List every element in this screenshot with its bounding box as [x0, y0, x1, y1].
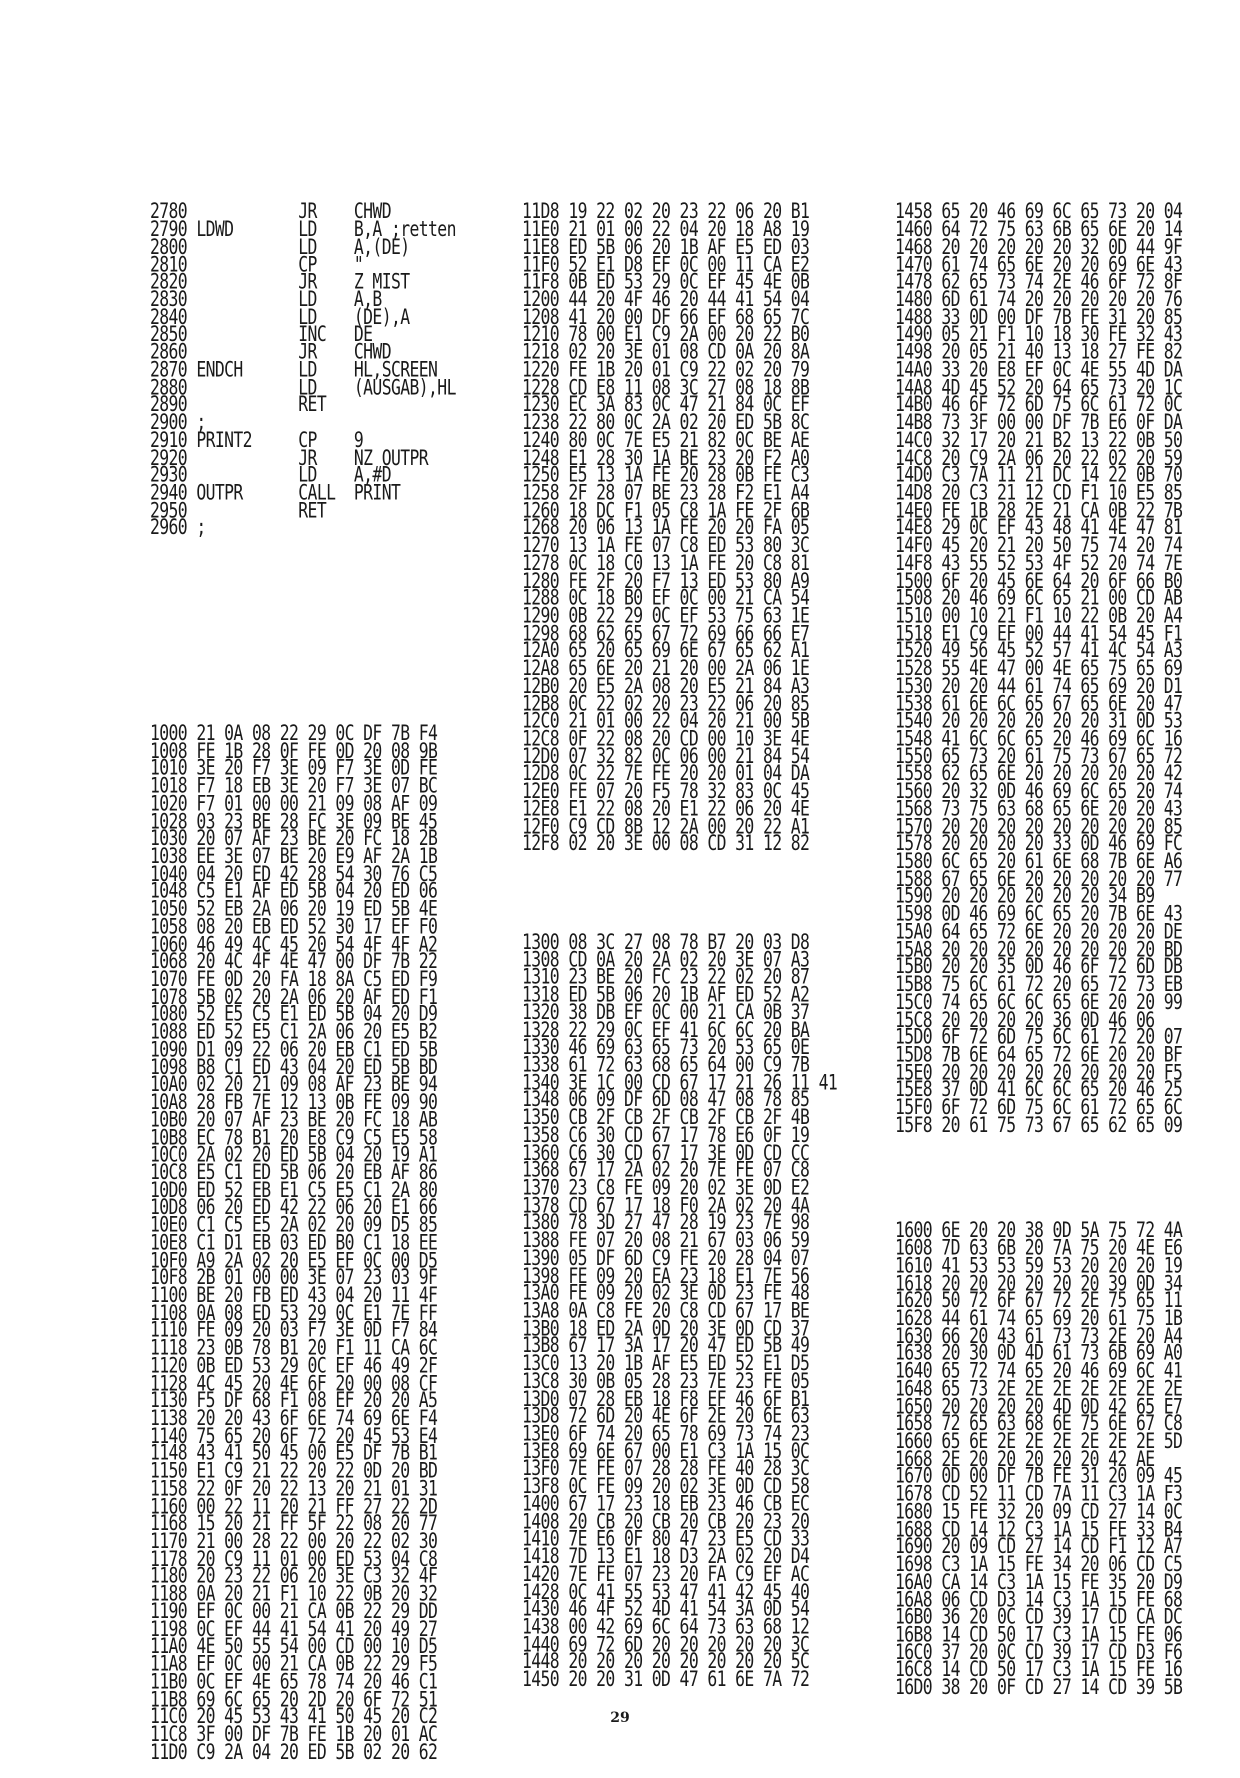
hex-line: 16B8 14 CD 50 17 C3 1A 15 FE 06: [895, 1622, 1183, 1647]
hex-line: 1290 0B 22 29 0C EF 53 75 63 1E: [522, 603, 810, 628]
hex-line: 10C8 E5 C1 ED 5B 06 20 EB AF 86: [150, 1159, 438, 1185]
hex-line: 14B8 73 3F 00 00 DF 7B E6 0F DA: [895, 410, 1183, 435]
hex-line: 1520 49 56 45 52 57 41 4C 54 A3: [895, 638, 1183, 663]
hex-line: 1660 65 6E 2E 2E 2E 2E 2E 2E 5D: [895, 1428, 1183, 1454]
hex-line: 15B0 20 20 35 0D 46 6F 72 6D DB: [895, 954, 1183, 979]
hex-line: 1648 65 73 2E 2E 2E 2E 2E 2E 2E: [895, 1376, 1183, 1401]
hex-line: 1140 75 65 20 6F 72 20 45 53 E4: [150, 1423, 438, 1448]
hex-line: 14A0 33 20 E8 EF 0C 4E 55 4D DA: [895, 357, 1183, 382]
hex-line: 1348 06 09 DF 6D 08 47 08 78 85: [522, 1087, 810, 1112]
hex-line: 1048 C5 E1 AF ED 5B 04 20 ED 06: [150, 878, 438, 904]
hex-line: 1298 68 62 65 67 72 69 66 66 E7: [522, 620, 810, 646]
hex-line: 1238 22 80 0C 2A 02 20 ED 5B 8C: [522, 410, 810, 435]
hex-line: 1478 62 65 73 74 2E 46 6F 72 8F: [895, 269, 1183, 294]
hex-line: 13E8 69 6E 67 00 E1 C3 1A 15 0C: [522, 1438, 810, 1464]
hex-line: 1258 2F 28 07 BE 23 28 F2 E1 A4: [522, 480, 810, 505]
hex-line: 1350 CB 2F CB 2F CB 2F CB 2F 4B: [522, 1105, 810, 1130]
hex-line: 12E8 E1 22 08 20 E1 22 06 20 4E: [522, 796, 810, 821]
hex-line: 15C8 20 20 20 20 36 0D 46 06: [895, 1007, 1155, 1032]
hex-line: 1590 20 20 20 20 20 20 34 B9: [895, 884, 1155, 909]
asm-line: 2890 RET: [150, 392, 327, 417]
hex-line: 12D8 0C 22 7E FE 20 20 01 04 DA: [522, 761, 810, 786]
hex-line: 1338 61 72 63 68 65 64 00 C9 7B: [522, 1052, 810, 1077]
asm-line: 2790 LDWD LD B,A ;retten: [150, 216, 456, 242]
hex-line: 1228 CD E8 11 08 3C 27 08 18 8B: [522, 374, 810, 400]
hex-line: 1098 B8 C1 ED 43 04 20 ED 5B BD: [150, 1054, 438, 1079]
page-number: 29: [610, 1710, 630, 1726]
hex-line: 1558 62 65 6E 20 20 20 20 20 42: [895, 761, 1183, 786]
hex-line: 1518 E1 C9 EF 00 44 41 54 45 F1: [895, 620, 1183, 646]
hex-line: 1278 0C 18 C0 13 1A FE 20 C8 81: [522, 550, 810, 575]
hex-line: 1030 20 07 AF 23 BE 20 FC 18 2B: [150, 826, 438, 851]
hex-line: 1168 15 20 21 FF 5F 22 08 20 77: [150, 1511, 438, 1536]
hex-line: 15F0 6F 72 6D 75 6C 61 72 65 6C: [895, 1094, 1183, 1120]
hex-line: 1240 80 0C 7E E5 21 82 0C BE AE: [522, 427, 810, 452]
hex-line: 12C0 21 01 00 22 04 20 21 00 5B: [522, 708, 810, 733]
hex-dump-block-1458-15F8: [895, 199, 1183, 1137]
asm-line: 2780 JR CHWD: [150, 199, 391, 224]
hex-line: 1548 41 6C 6C 65 20 46 69 6C 16: [895, 726, 1183, 751]
hex-line: 14D8 20 C3 21 12 CD F1 10 E5 85: [895, 480, 1183, 505]
hex-line: 1318 ED 5B 06 20 1B AF ED 52 A2: [522, 982, 810, 1007]
asm-line: 2860 JR CHWD: [150, 339, 391, 365]
hex-line: 10B8 EC 78 B1 20 E8 C9 C5 E5 58: [150, 1124, 438, 1150]
hex-line: 16D0 38 20 0F CD 27 14 CD 39 5B: [895, 1674, 1183, 1699]
hex-line: 1508 20 46 69 6C 65 21 00 CD AB: [895, 585, 1183, 610]
hex-line: 10F0 A9 2A 02 20 E5 EF 0C 00 D5: [150, 1247, 438, 1273]
hex-line: 1310 23 BE 20 FC 23 22 02 20 87: [522, 964, 810, 989]
hex-line: 1000 21 0A 08 22 29 0C DF 7B F4: [150, 720, 438, 746]
hex-dump-block-11D8-12F8: [522, 199, 837, 856]
hex-line: 1158 22 0F 20 22 13 20 21 01 31: [150, 1476, 438, 1501]
hex-line: 13B0 18 ED 2A 0D 20 3E 0D CD 37: [522, 1315, 810, 1341]
asm-line: 2810 CP ": [150, 251, 364, 277]
hex-line: 11B8 69 6C 65 20 2D 20 6F 72 51: [150, 1686, 438, 1712]
hex-line: 1340 3E 1C 00 CD 67 17 21 26 11 41: [522, 1069, 838, 1095]
hex-line: 11F0 52 E1 D8 EF 0C 00 11 CA E2: [522, 251, 810, 277]
hex-dump-block-1600-16D0: [895, 1218, 1183, 1699]
hex-line: 1458 65 20 46 69 6C 65 73 20 04: [895, 199, 1183, 224]
hex-line: 1288 0C 18 B0 EF 0C 00 21 CA 54: [522, 585, 810, 610]
hex-line: 1610 41 53 53 59 53 20 20 20 19: [895, 1253, 1183, 1278]
hex-line: 12F8 02 20 3E 00 08 CD 31 12 82: [522, 831, 810, 856]
hex-line: 15E8 37 0D 41 6C 6C 65 20 46 25: [895, 1077, 1183, 1102]
hex-line: 1448 20 20 20 20 20 20 20 20 5C: [522, 1649, 810, 1674]
hex-line: 10A0 02 20 21 09 08 AF 23 BE 94: [150, 1072, 438, 1097]
hex-line: 1450 20 20 31 0D 47 61 6E 7A 72: [522, 1667, 810, 1692]
hex-line: 1550 65 73 20 61 75 73 67 65 72: [895, 743, 1183, 768]
hex-line: 1658 72 65 63 68 6E 75 6E 67 C8: [895, 1411, 1183, 1436]
hex-line: 1408 20 CB 20 CB 20 CB 20 23 20: [522, 1508, 810, 1534]
hex-line: 1040 04 20 ED 42 28 54 30 76 C5: [150, 861, 438, 886]
hex-line: 1018 F7 18 EB 3E 20 F7 3E 07 BC: [150, 773, 438, 798]
asm-line: 2840 LD (DE),A: [150, 304, 410, 329]
hex-line: 11E0 21 01 00 22 04 20 18 A8 19: [522, 216, 810, 242]
hex-line: 1280 FE 2F 20 F7 13 ED 53 80 A9: [522, 568, 810, 593]
hex-line: 15D0 6F 72 6D 75 6C 61 72 20 07: [895, 1024, 1183, 1049]
hex-line: 1570 20 20 20 20 20 20 20 20 85: [895, 813, 1183, 839]
asm-line: 2850 INC DE: [150, 322, 373, 347]
hex-line: 1618 20 20 20 20 20 20 39 0D 34: [895, 1270, 1183, 1296]
hex-line: 11B0 0C EF 4E 65 78 74 20 46 C1: [150, 1669, 438, 1694]
hex-line: 1268 20 06 13 1A FE 20 20 FA 05: [522, 515, 810, 540]
hex-line: 13A8 0A C8 FE 20 C8 CD 67 17 BE: [522, 1298, 810, 1323]
hex-line: 1528 55 4E 47 00 4E 65 75 65 69: [895, 655, 1183, 681]
hex-line: 1440 69 72 6D 20 20 20 20 20 3C: [522, 1631, 810, 1657]
hex-line: 15C0 74 65 6C 6C 65 6E 20 20 99: [895, 989, 1183, 1014]
hex-line: 1400 67 17 23 18 EB 23 46 CB EC: [522, 1491, 810, 1516]
hex-line: 1398 FE 09 20 EA 23 18 E1 7E 56: [522, 1263, 810, 1288]
hex-line: 13D8 72 6D 20 4E 6F 2E 20 6E 63: [522, 1403, 810, 1428]
hex-line: 13A0 FE 09 20 02 3E 0D 23 FE 48: [522, 1280, 810, 1305]
hex-line: 1640 65 72 74 65 20 46 69 6C 41: [895, 1358, 1183, 1383]
asm-line: 2940 OUTPR CALL PRINT: [150, 480, 401, 505]
hex-line: 1498 20 05 21 40 13 18 27 FE 82: [895, 339, 1183, 365]
hex-line: 1188 0A 20 21 F1 10 22 0B 20 32: [150, 1581, 438, 1606]
hex-line: 1530 20 20 44 61 74 65 69 20 D1: [895, 673, 1183, 698]
hex-line: 1150 E1 C9 21 22 20 22 0D 20 BD: [150, 1458, 438, 1483]
hex-line: 16B0 36 20 0C CD 39 17 CD CA DC: [895, 1604, 1183, 1629]
hex-line: 1070 FE 0D 20 FA 18 8A C5 ED F9: [150, 966, 438, 992]
hex-line: 10E0 C1 C5 E5 2A 02 20 09 D5 85: [150, 1212, 438, 1237]
hex-line: 1438 00 42 69 6C 64 73 63 68 12: [522, 1614, 810, 1639]
hex-line: 12E0 FE 07 20 F5 78 32 83 0C 45: [522, 778, 810, 804]
hex-line: 15F8 20 61 75 73 67 65 62 65 09: [895, 1112, 1183, 1137]
right-column: [895, 168, 1182, 1714]
hex-line: 1428 0C 41 55 53 47 41 42 45 40: [522, 1579, 810, 1604]
hex-line: 1680 15 FE 32 20 09 CD 27 14 0C: [895, 1499, 1183, 1524]
hex-line: 1200 44 20 4F 46 20 44 41 54 04: [522, 287, 810, 312]
hex-line: 1598 0D 46 69 6C 65 20 7B 6E 43: [895, 901, 1183, 926]
hex-line: 1360 C6 30 CD 67 17 3E 0D CD CC: [522, 1140, 810, 1165]
hex-line: 1118 23 0B 78 B1 20 F1 11 CA 6C: [150, 1335, 438, 1360]
hex-line: 13D0 07 28 EB 18 F8 EF 46 6F B1: [522, 1386, 810, 1411]
hex-line: 12F0 C9 CD 8B 12 2A 00 20 22 A1: [522, 813, 810, 839]
hex-line: 1330 46 69 63 65 73 20 53 65 0E: [522, 1034, 810, 1060]
hex-line: 1328 22 29 0C EF 41 6C 6C 20 BA: [522, 1017, 810, 1042]
hex-line: 1510 00 10 21 F1 10 22 0B 20 A4: [895, 603, 1183, 628]
asm-line: 2800 LD A,(DE): [150, 234, 410, 259]
hex-line: 1210 78 00 E1 C9 2A 00 20 22 B0: [522, 322, 810, 347]
hex-line: 1308 CD 0A 20 2A 02 20 3E 07 A3: [522, 947, 810, 972]
hex-line: 14E8 29 0C EF 43 48 41 4E 47 81: [895, 515, 1183, 540]
hex-dump-block-1300-1450: [522, 929, 838, 1692]
hex-line: 1010 3E 20 F7 3E 09 F7 3E 0D FE: [150, 756, 438, 781]
hex-line: 1538 61 6E 6C 65 67 65 6E 20 47: [895, 690, 1183, 716]
assembler-listing: [150, 199, 456, 540]
hex-line: 11A8 EF 0C 00 21 CA 0B 22 29 F5: [150, 1651, 438, 1676]
hex-line: 15E0 20 20 20 20 20 20 20 20 F5: [895, 1059, 1183, 1085]
hex-line: 1178 20 C9 11 01 00 ED 53 04 C8: [150, 1546, 438, 1571]
hex-line: 1198 0C EF 44 41 54 41 20 49 27: [150, 1616, 438, 1641]
hex-line: 1008 FE 1B 28 0F FE 0D 20 08 9B: [150, 738, 438, 763]
hex-line: 1540 20 20 20 20 20 20 31 0D 53: [895, 708, 1183, 733]
hex-line: 10B0 20 07 AF 23 BE 20 FC 18 AB: [150, 1107, 438, 1132]
hex-line: 10D8 06 20 ED 42 22 06 20 E1 66: [150, 1195, 438, 1220]
hex-line: 1580 6C 65 20 61 6E 68 7B 6E A6: [895, 849, 1183, 874]
hex-line: 1160 00 22 11 20 21 FF 27 22 2D: [150, 1493, 438, 1518]
hex-line: 11C8 3F 00 DF 7B FE 1B 20 01 AC: [150, 1721, 438, 1747]
hex-line: 13E0 6F 74 20 65 78 69 73 74 23: [522, 1421, 810, 1446]
hex-line: 11F8 0B ED 53 29 0C EF 45 4E 0B: [522, 269, 810, 294]
hex-line: 1130 F5 DF 68 F1 08 EF 20 20 A5: [150, 1388, 438, 1413]
hex-line: 1038 EE 3E 07 BE 20 E9 AF 2A 1B: [150, 843, 438, 869]
hex-line: 1050 52 EB 2A 06 20 19 ED 5B 4E: [150, 896, 438, 921]
hex-line: 1430 46 4F 52 4D 41 54 3A 0D 54: [522, 1596, 810, 1622]
hex-line: 1080 52 E5 C5 E1 ED 5B 04 20 D9: [150, 1001, 438, 1027]
hex-line: 12B0 20 E5 2A 08 20 E5 21 84 A3: [522, 673, 810, 698]
hex-line: 10A8 28 FB 7E 12 13 0B FE 09 90: [150, 1089, 438, 1114]
asm-line: 2960 ;: [150, 515, 206, 540]
hex-line: 1390 05 DF 6D C9 FE 20 28 04 07: [522, 1245, 810, 1270]
hex-line: 14F0 45 20 21 20 50 75 74 20 74: [895, 532, 1183, 558]
hex-line: 16A0 CA 14 C3 1A 15 FE 35 20 D9: [895, 1569, 1183, 1594]
hex-line: 1138 20 20 43 6F 6E 74 69 6E F4: [150, 1405, 438, 1431]
hex-line: 1190 EF 0C 00 21 CA 0B 22 29 DD: [150, 1598, 438, 1624]
hex-line: 1370 23 C8 FE 09 20 02 3E 0D E2: [522, 1175, 810, 1200]
hex-line: 1628 44 61 74 65 69 20 61 75 1B: [895, 1305, 1183, 1331]
hex-line: 1630 66 20 43 61 73 73 2E 20 A4: [895, 1323, 1183, 1348]
hex-line: 15D8 7B 6E 64 65 72 6E 20 20 BF: [895, 1042, 1183, 1067]
hex-line: 1460 64 72 75 63 6B 65 6E 20 14: [895, 216, 1183, 242]
asm-line: 2880 LD (AUSGAB),HL: [150, 374, 456, 400]
asm-line: 2910 PRINT2 CP 9: [150, 427, 364, 452]
hex-line: 1028 03 23 BE 28 FC 3E 09 BE 45: [150, 808, 438, 834]
hex-line: 16C8 14 CD 50 17 C3 1A 15 FE 16: [895, 1657, 1183, 1682]
hex-line: 1260 18 DC F1 05 C8 1A FE 2F 6B: [522, 497, 810, 523]
hex-line: 14F8 43 55 52 53 4F 52 20 74 7E: [895, 550, 1183, 575]
middle-column: [522, 168, 837, 1706]
hex-line: 1410 7E E6 0F 80 47 23 E5 CD 33: [522, 1526, 810, 1551]
hex-line: 11D0 C9 2A 04 20 ED 5B 02 20 62: [150, 1739, 438, 1764]
hex-line: 14C8 20 C9 2A 06 20 22 02 20 59: [895, 445, 1183, 470]
hex-line: 14B0 46 6F 72 6D 75 6C 61 72 0C: [895, 392, 1183, 417]
hex-line: 1650 20 20 20 20 4D 0D 42 65 E7: [895, 1393, 1183, 1419]
hex-line: 15B8 75 6C 61 72 20 65 72 73 EB: [895, 971, 1183, 997]
hex-line: 1668 2E 20 20 20 20 20 42 AE: [895, 1446, 1155, 1471]
hex-line: 1248 E1 28 30 1A BE 23 20 F2 A0: [522, 445, 810, 470]
asm-line: 2920 JR NZ OUTPR: [150, 445, 429, 470]
hex-line: 12A0 65 20 65 69 6E 67 65 62 A1: [522, 638, 810, 663]
hex-line: 12B8 0C 22 02 20 23 22 06 20 85: [522, 690, 810, 716]
hex-line: 13C0 13 20 1B AF E5 ED 52 E1 D5: [522, 1350, 810, 1376]
left-column: [150, 168, 456, 1778]
hex-line: 10E8 C1 D1 EB 03 ED B0 C1 18 EE: [150, 1230, 438, 1255]
hex-line: 1480 6D 61 74 20 20 20 20 20 76: [895, 287, 1183, 312]
hex-line: 1218 02 20 3E 01 08 CD 0A 20 8A: [522, 339, 810, 365]
hex-line: 1418 7D 13 E1 18 D3 2A 02 20 D4: [522, 1544, 810, 1569]
hex-line: 16A8 06 CD D3 14 C3 1A 15 FE 68: [895, 1586, 1183, 1612]
hex-line: 10C0 2A 02 20 ED 5B 04 20 19 A1: [150, 1142, 438, 1167]
hex-line: 1230 EC 3A 83 0C 47 21 84 0C EF: [522, 392, 810, 417]
hex-line: 1578 20 20 20 20 33 0D 46 69 FC: [895, 831, 1183, 856]
hex-line: 1688 CD 14 12 C3 1A 15 FE 33 B4: [895, 1516, 1183, 1541]
hex-line: 16C0 37 20 0C CD 39 17 CD D3 F6: [895, 1639, 1183, 1664]
asm-line: 2870 ENDCH LD HL,SCREEN: [150, 357, 438, 382]
hex-line: 1020 F7 01 00 00 21 09 08 AF 09: [150, 791, 438, 816]
hex-line: 1488 33 0D 00 DF 7B FE 31 20 85: [895, 304, 1183, 329]
hex-line: 1220 FE 1B 20 01 C9 22 02 20 79: [522, 357, 810, 382]
hex-line: 12D0 07 32 82 0C 06 00 21 84 54: [522, 743, 810, 768]
hex-line: 11A0 4E 50 55 54 00 CD 00 10 D5: [150, 1634, 438, 1659]
hex-line: 1208 41 20 00 DF 66 EF 68 65 7C: [522, 304, 810, 329]
hex-line: 12A8 65 6E 20 21 20 00 2A 06 1E: [522, 655, 810, 681]
hex-line: 1678 CD 52 11 CD 7A 11 C3 1A F3: [895, 1481, 1183, 1506]
hex-line: 11E8 ED 5B 06 20 1B AF E5 ED 03: [522, 234, 810, 259]
hex-line: 1420 7E FE 07 23 20 FA C9 EF AC: [522, 1561, 810, 1586]
asm-line: 2900 ;: [150, 410, 206, 435]
hex-line: 1110 FE 09 20 03 F7 3E 0D F7 84: [150, 1317, 438, 1343]
asm-line: 2830 LD A,B: [150, 287, 382, 312]
hex-line: 1078 5B 02 20 2A 06 20 AF ED F1: [150, 984, 438, 1009]
hex-line: 1608 7D 63 6B 20 7A 75 20 4E E6: [895, 1235, 1183, 1260]
hex-line: 1170 21 00 28 22 00 20 22 02 30: [150, 1528, 438, 1553]
asm-line: 2820 JR Z MIST: [150, 269, 410, 294]
hex-line: 1378 CD 67 17 18 F0 2A 02 20 4A: [522, 1192, 810, 1218]
hex-line: 1690 20 09 CD 27 14 CD F1 12 A7: [895, 1534, 1183, 1559]
asm-line: 2930 LD A,#D: [150, 462, 391, 487]
hex-line: 15A8 20 20 20 20 20 20 20 20 BD: [895, 936, 1183, 962]
hex-line: 1698 C3 1A 15 FE 34 20 06 CD C5: [895, 1551, 1183, 1577]
hex-line: 11D8 19 22 02 20 23 22 06 20 B1: [522, 199, 810, 224]
hex-line: 1588 67 65 6E 20 20 20 20 20 77: [895, 866, 1183, 891]
hex-line: 1468 20 20 20 20 20 32 0D 44 9F: [895, 234, 1183, 259]
hex-line: 14C0 32 17 20 21 B2 13 22 0B 50: [895, 427, 1183, 452]
hex-line: 1300 08 3C 27 08 78 B7 20 03 D8: [522, 929, 810, 954]
hex-line: 1180 20 23 22 06 20 3E C3 32 4F: [150, 1563, 438, 1589]
hex-line: 1560 20 32 0D 46 69 6C 65 20 74: [895, 778, 1183, 804]
asm-line: 2950 RET: [150, 497, 327, 523]
hex-dump-block-1000-11D0: [150, 720, 456, 1764]
hex-line: 1090 D1 09 22 06 20 EB C1 ED 5B: [150, 1037, 438, 1062]
hex-line: 1120 0B ED 53 29 0C EF 46 49 2F: [150, 1353, 438, 1378]
hex-line: 1320 38 DB EF 0C 00 21 CA 0B 37: [522, 999, 810, 1025]
hex-line: 1270 13 1A FE 07 C8 ED 53 80 3C: [522, 532, 810, 558]
hex-line: 1638 20 30 0D 4D 61 73 6B 69 A0: [895, 1341, 1183, 1366]
hex-line: 1470 61 74 65 6E 20 20 69 6E 43: [895, 251, 1183, 277]
hex-line: 1358 C6 30 CD 67 17 78 E6 0F 19: [522, 1122, 810, 1147]
hex-line: 1500 6F 20 45 6E 64 20 6F 66 B0: [895, 568, 1183, 593]
hex-line: 1388 FE 07 20 08 21 67 03 06 59: [522, 1228, 810, 1253]
hex-line: 1060 46 49 4C 45 20 54 4F 4F A2: [150, 931, 438, 956]
hex-line: 1108 0A 08 ED 53 29 0C E1 7E FF: [150, 1300, 438, 1325]
hex-line: 10D0 ED 52 EB E1 C5 E5 C1 2A 80: [150, 1177, 438, 1202]
hex-line: 1380 78 3D 27 47 28 19 23 7E 98: [522, 1210, 810, 1235]
hex-line: 1568 73 75 63 68 65 6E 20 20 43: [895, 796, 1183, 821]
hex-line: 12C8 0F 22 08 20 CD 00 10 3E 4E: [522, 726, 810, 751]
hex-line: 14A8 4D 45 52 20 64 65 73 20 1C: [895, 374, 1183, 400]
hex-line: 10F8 2B 01 00 00 3E 07 23 03 9F: [150, 1265, 438, 1290]
hex-line: 13B8 67 17 3A 17 20 47 ED 5B 49: [522, 1333, 810, 1358]
hex-line: 1490 05 21 F1 10 18 30 FE 32 43: [895, 322, 1183, 347]
hex-line: 13C8 30 0B 05 28 23 7E 23 FE 05: [522, 1368, 810, 1393]
hex-line: 15A0 64 65 72 6E 20 20 20 20 DE: [895, 919, 1183, 944]
hex-line: 1600 6E 20 20 38 0D 5A 75 72 4A: [895, 1218, 1183, 1243]
hex-line: 1620 50 72 6F 67 72 2E 75 65 11: [895, 1288, 1183, 1313]
hex-line: 1670 0D 00 DF 7B FE 31 20 09 45: [895, 1463, 1183, 1489]
hex-line: 1368 67 17 2A 02 20 7E FE 07 C8: [522, 1157, 810, 1183]
hex-line: 1148 43 41 50 45 00 E5 DF 7B B1: [150, 1440, 438, 1466]
hex-line: 1068 20 4C 4F 4E 47 00 DF 7B 22: [150, 949, 438, 974]
hex-line: 1088 ED 52 E5 C1 2A 06 20 E5 B2: [150, 1019, 438, 1044]
hex-line: 1058 08 20 EB ED 52 30 17 EF F0: [150, 914, 438, 939]
hex-line: 1250 E5 13 1A FE 20 28 0B FE C3: [522, 462, 810, 487]
hex-line: 1128 4C 45 20 4E 6F 20 00 08 CF: [150, 1370, 438, 1395]
hex-line: 14D0 C3 7A 11 21 DC 14 22 0B 70: [895, 462, 1183, 487]
hex-line: 1100 BE 20 FB ED 43 04 20 11 4F: [150, 1282, 438, 1308]
hex-line: 13F0 7E FE 07 28 28 FE 40 28 3C: [522, 1456, 810, 1481]
hex-line: 11C0 20 45 53 43 41 50 45 20 C2: [150, 1704, 438, 1729]
hex-line: 14E0 FE 1B 28 2E 21 CA 0B 22 7B: [895, 497, 1183, 523]
hex-line: 13F8 0C FE 09 20 02 3E 0D CD 58: [522, 1473, 810, 1499]
